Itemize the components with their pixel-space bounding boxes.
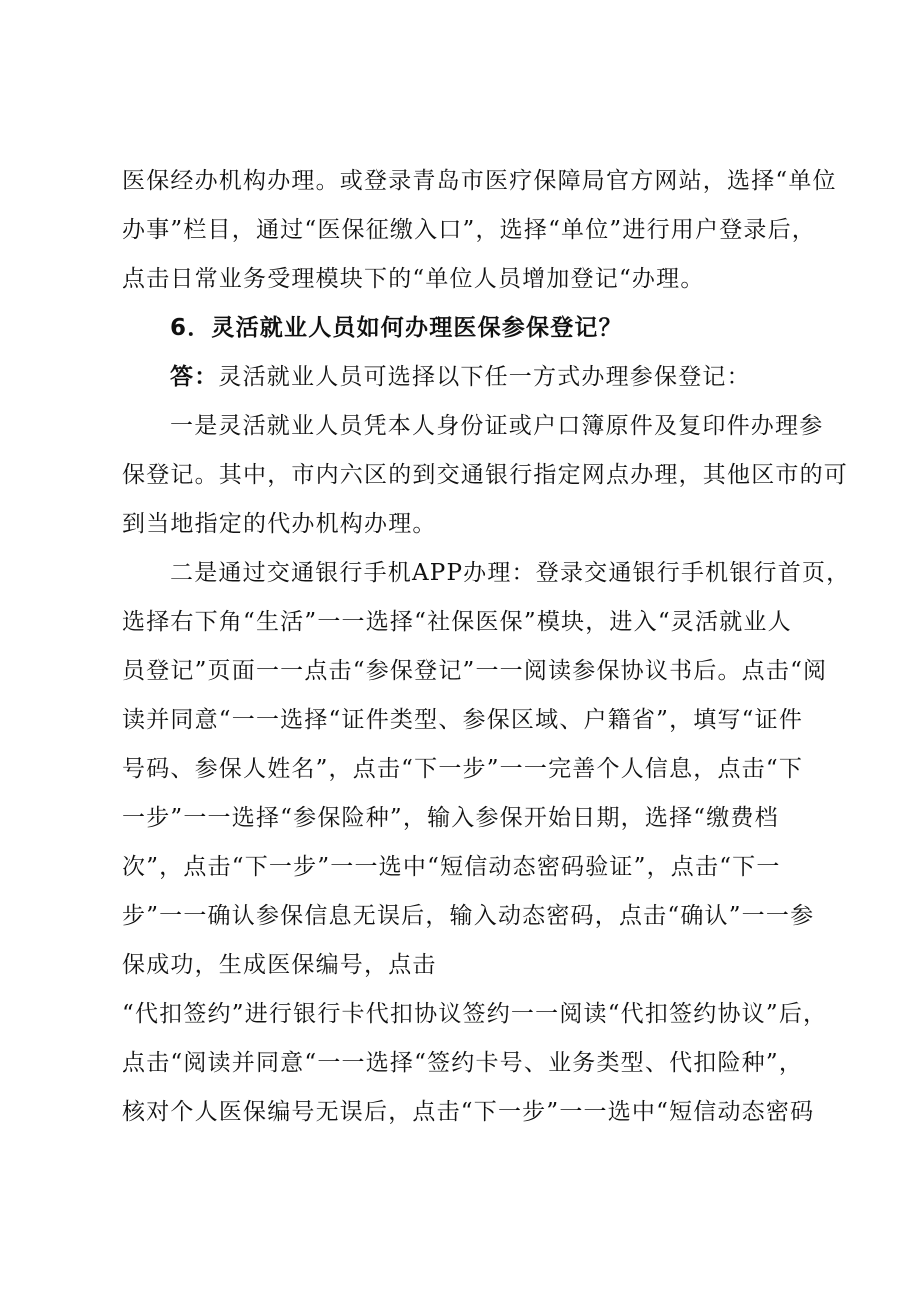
text-line: 次”，点击“下一步”一一选中“短信动态密码验证”，点击“下一 [122,854,781,880]
text-line: 一步”一一选择“参保险种”，输入参保开始日期，选择“缴费档 [122,805,779,831]
text-line: 员登记”页面一一点击“参保登记”一一阅读参保协议书后。点击“阅 [122,658,828,684]
text-line: 点击“阅读并同意“一一选择“签约卡号、业务类型、代扣险种”， [122,1050,804,1076]
answer-line [170,362,751,392]
text-line: 读并同意“一一选择“证件类型、参保区域、户籍省”，填写“证件 [122,707,804,733]
text-line: 到当地指定的代办机构办理。 [122,511,437,537]
text-line: 核对个人医保编号无误后，点击“下一步”一一选中“短信动态密码 [122,1099,815,1125]
text-line: 保成功，生成医保编号，点击 [122,952,437,978]
answer-label: 答： [170,364,219,390]
question-heading: 6．灵活就业人员如何办理医保参保登记？ [170,315,623,341]
text-line: 一是灵活就业人员凭本人身份证或户口簿原件及复印件办理参 [170,413,824,439]
text-line: 步”一一确认参保信息无误后，输入动态密码，点击“确认”一一参 [122,903,815,929]
text-line: 点击日常业务受理模块下的“单位人员增加登记“办理。 [122,266,705,292]
text-line: 二是通过交通银行手机APP办理：登录交通银行手机银行首页， [170,560,851,586]
text-line: 选择右下角“生活”一一选择“社保医保”模块，进入“灵活就业人 [122,609,792,635]
text-line: “代扣签约”进行银行卡代扣协议签约一一阅读“代扣签约协议”后， [122,1001,828,1027]
text-line: 号码、参保人姓名”，点击“下一步”一一完善个人信息，点击“下 [122,756,804,782]
text-line: 医保经办机构办理。或登录青岛市医疗保障局官方网站，选择“单位 [122,168,837,194]
answer-text: 灵活就业人员可选择以下任一方式办理参保登记： [218,364,751,390]
text-line: 保登记。其中，市内六区的到交通银行指定网点办理，其他区市的可 [122,462,848,488]
text-line: 办事”栏目，通过“医保征缴入口”，选择“单位”进行用户登录后， [122,217,816,243]
